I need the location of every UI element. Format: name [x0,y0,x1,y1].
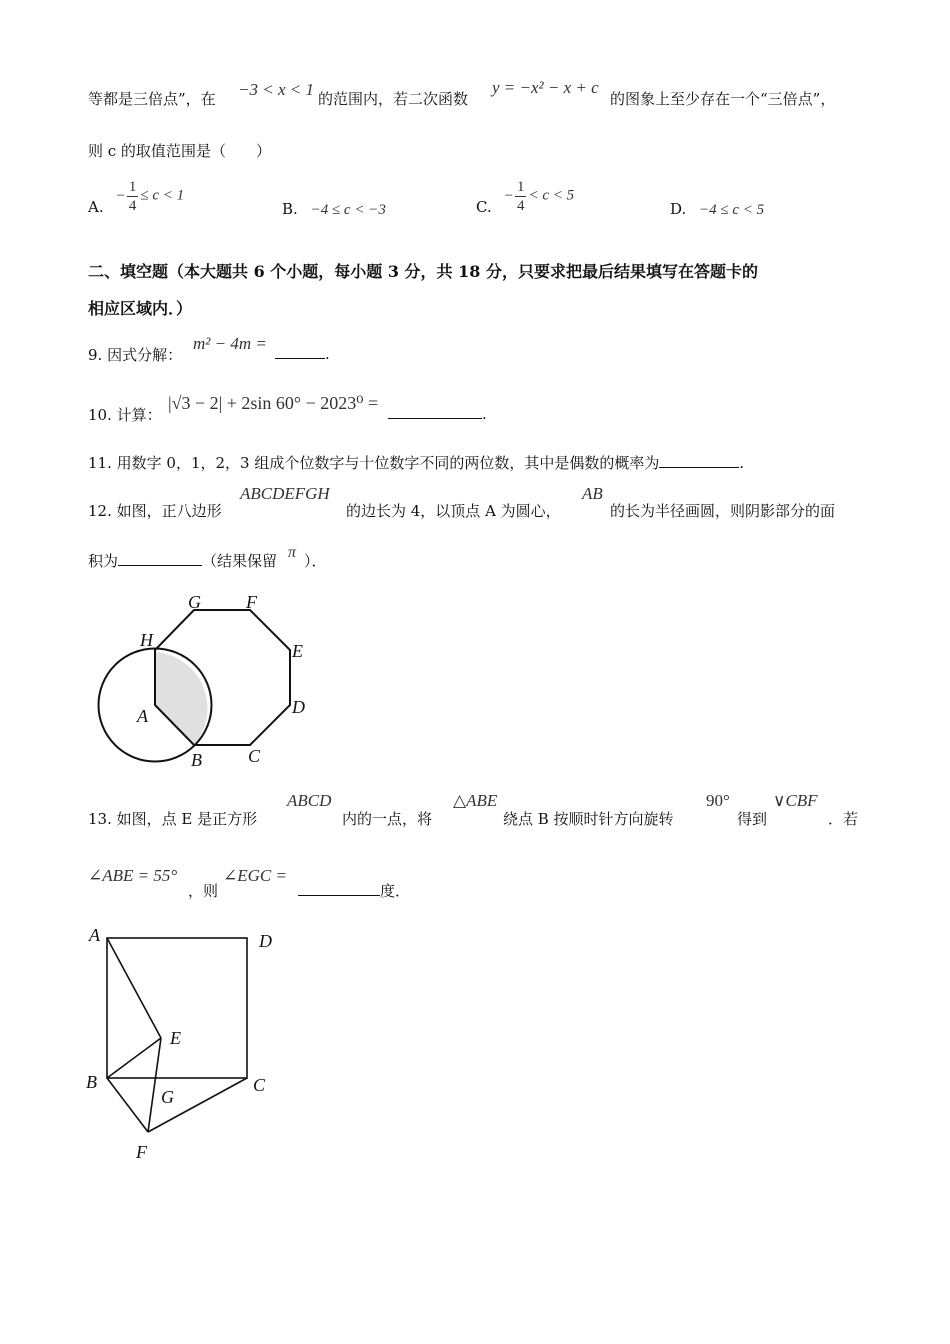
option-fraction: $\frac{1}{4}$ [128,178,137,214]
answer-blank[interactable] [659,453,739,468]
q11-text: 用数字 0，1，2，3 组成个位数字与十位数字不同的两位数，其中是偶数的概率为 [116,454,660,472]
q12-expr1: ABCDEFGH [240,484,330,503]
q12-line2-b: （结果保留 [202,552,278,570]
q10-answer [388,404,487,423]
label-b: B [86,1072,97,1092]
q11-number: 11. [88,454,112,472]
option-pre: − [504,187,513,204]
q8-line1 [88,88,216,109]
option-label: D. [670,200,687,218]
q13-line2-expr1: ∠ABE = 55° [88,866,178,885]
option-expr: −4 ≤ c < 5 [699,202,765,218]
q8-line1-text-b: 的范围内，若二次函数 [318,90,469,108]
q13-square-figure [85,920,285,1165]
q8-range-expr: −3 < x < 1 [238,80,314,99]
label-g: G [161,1087,174,1107]
option-fraction: $\frac{1}{4}$ [516,178,525,214]
q10-expr: |√3 − 2| + 2sin 60° − 2023⁰ = [168,393,379,413]
option-pre: − [116,187,125,204]
q13-expr2: △ABE [453,791,498,810]
segment-bf [107,1078,148,1132]
q9-text: 因式分解： [107,346,183,364]
answer-blank[interactable] [298,881,380,896]
q13-text-a: 如图，点 E 是正方形 [116,810,258,828]
q13-expr4: ∨CBF [773,791,818,810]
label-g: G [188,592,201,612]
label-d: D [292,697,305,717]
q12-expr2: AB [582,484,603,503]
q12-text-a: 如图，正八边形 [116,502,222,520]
q9-number: 9. [88,346,103,364]
option-label: A. [88,198,104,216]
label-h: H [140,630,153,650]
q9-expr: m² − 4m = [193,334,267,353]
q8-line1-text-a: 等都是三倍点”，在 [88,90,216,108]
q13-text-e: ．若 [828,810,859,828]
segment-ef [148,1038,161,1132]
q13-line2-answer [298,880,410,901]
label-c: C [253,1075,266,1095]
q11 [88,452,744,473]
label-e: E [170,1028,181,1048]
q13-line2-b: 度． [380,882,411,900]
label-a: A [89,925,100,945]
q12-pi: π [288,544,297,561]
answer-blank[interactable] [118,551,202,566]
q12-number: 12. [88,502,112,520]
q10-end: . [482,405,487,423]
q9 [88,344,182,365]
q8-func-expr: y = −x² − x + c [492,78,599,97]
q10-text: 计算： [116,406,162,424]
q12-text-b: 的边长为 4，以顶点 A 为圆心， [346,502,561,520]
option-label: B. [282,200,298,218]
q9-end: . [325,345,330,363]
label-f: F [246,592,257,612]
label-f: F [136,1142,147,1162]
q10-number: 10. [88,406,112,424]
q12-line2-a: 积为 [88,552,119,570]
q8-option-a [88,176,184,216]
label-d: D [259,931,272,951]
q12-line2 [88,550,277,571]
label-b: B [191,750,202,770]
segment-be [107,1038,161,1078]
q10 [88,404,162,425]
q13 [88,808,257,829]
q8-option-d [670,200,764,219]
q12-octagon-figure [85,585,325,775]
q13-expr3: 90° [706,791,730,810]
answer-blank[interactable] [275,344,325,359]
option-post: < c < 5 [528,187,575,204]
option-post: ≤ c < 1 [140,187,185,204]
segment-ae [107,938,161,1038]
q8-option-c [476,176,574,216]
q13-number: 13. [88,810,112,828]
q13-line2-a: ，则 [188,882,219,900]
section2-heading-line2: 相应区域内．） [88,299,193,318]
q12-text-c: 的长为半径画圆，则阴影部分的面 [610,502,836,520]
q13-line2-expr2: ∠EGC = [223,866,287,885]
q8-option-b [282,200,386,219]
q8-line2: 则 c 的取值范围是（ ） [88,142,271,160]
option-label: C. [476,198,492,216]
q9-answer [275,344,330,363]
q13-text-d: 得到 [737,810,768,828]
label-e: E [292,641,303,661]
q12 [88,500,222,521]
q13-text-c: 绕点 B 按顺时针方向旋转 [503,810,674,828]
option-expr: −4 ≤ c < −3 [310,202,386,218]
answer-blank[interactable] [388,404,482,419]
label-a: A [137,706,148,726]
q13-text-b: 内的一点，将 [342,810,433,828]
square-abcd [107,938,247,1078]
q13-expr1: ABCD [287,791,332,810]
q11-end: . [739,454,745,472]
q8-line1-text-c: 的图象上至少存在一个“三倍点”， [610,90,836,108]
label-c: C [248,746,261,766]
section2-heading-line1: 二、填空题（本大题共 6 个小题，每小题 3 分，共 18 分，只要求把最后结果填写在答题卡的 [88,262,758,281]
q12-line2-c: ）． [304,552,327,570]
